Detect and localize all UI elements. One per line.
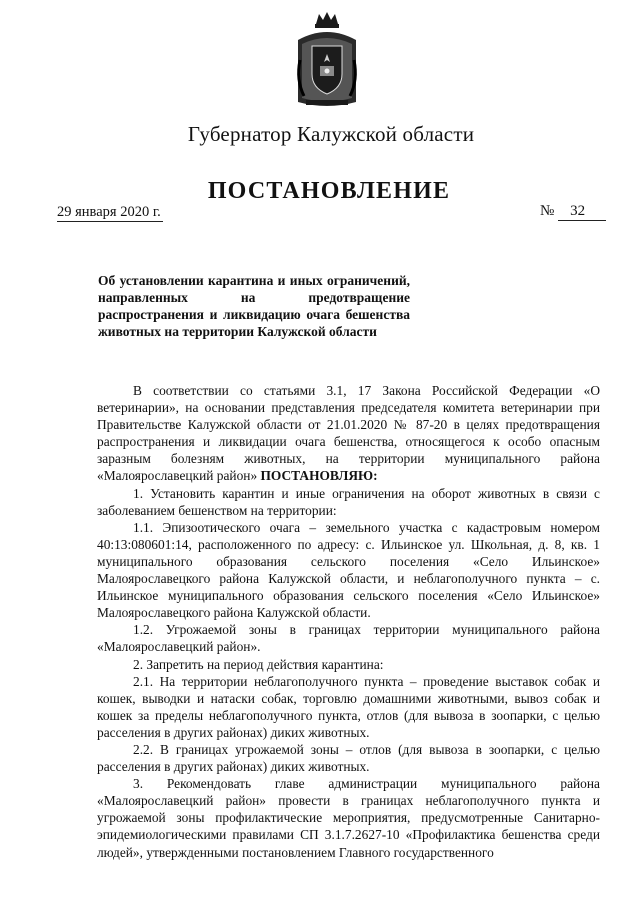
issuing-authority: Губернатор Калужской области [187,122,475,146]
decree-word: ПОСТАНОВЛЯЮ: [260,468,378,484]
document-subject: Об установлении карантина и иных ограничений, направленных на предотвращение распространения и ликвидацию очага бешенства животных на территории Калужской области [98,273,410,339]
number-sign: № [540,203,555,219]
coat-of-arms-emblem [292,10,362,110]
document-type-title: ПОСТАНОВЛЕНИЕ [207,178,451,204]
paragraph-2-2: 2.2. В границах угрожаемой зоны – отлов (для вывоза в зоопарки, с целью расселения в других районах) диких животных. [97,741,600,775]
document-number [540,202,606,221]
document-body [97,382,600,861]
preamble-paragraph [97,382,600,485]
paragraph-2: 2. Запретить на период действия карантина: [133,656,384,672]
paragraph-1: 1. Установить карантин и иные ограничения на оборот животных в связи с заболеванием бешенством на территории: [97,485,600,518]
paragraph-1-2: 1.2. Угрожаемой зоны в границах территории муниципального района «Малоярославецкий район». [97,622,600,655]
paragraph-3: 3. Рекомендовать главе администрации муниципального района «Малоярославецкий район» провести в границах неблагополучного пункта и угрожаемой зоны профилактические мероприятия, предусмотренные Санитарно-эпидемиологическими правилами СП 3.1.7.2627-10 «Профилактика бешенства среди людей», утвержденными постановлением Главного государственного [97,776,600,860]
document-date: 29 января 2020 г. [57,204,161,220]
number-value: 32 [558,202,606,221]
preamble-text: В соответствии со статьями 3.1, 17 Закона Российской Федерации «О ветеринарии», на основании представления председателя комитета ветеринарии при Правительстве Калужской области от 21.01.2020 № 87-20 в целях предотвращения распространения и ликвидации очага бешенства, относящегося к особо опасным заразным болезням животных, на территории муниципального района «Малоярославецкий район» [97,383,600,484]
paragraph-2-1: 2.1. На территории неблагополучного пункта – проведение выставок собак и кошек, выводки и натаски собак, торговлю домашними животными, вывоз собак и кошек за пределы неблагополучного пункта, отлов (для вывоза в зоопарки, с целью расселения в других районах) диких животных. [97,673,600,740]
paragraph-1-1: 1.1. Эпизоотического очага – земельного участка с кадастровым номером 40:13:080601:14, расположенного по адресу: с. Ильинское ул. Школьная, д. 8, кв. 1 муниципального образования сельского поселения «Село Ильинское» Малоярославецкого района Калужской области, и неблагополучного пункта – с. Ильинское муниципального образования сельского поселения «Село Ильинское» Малоярославецкого района Калужской области. [97,519,600,621]
